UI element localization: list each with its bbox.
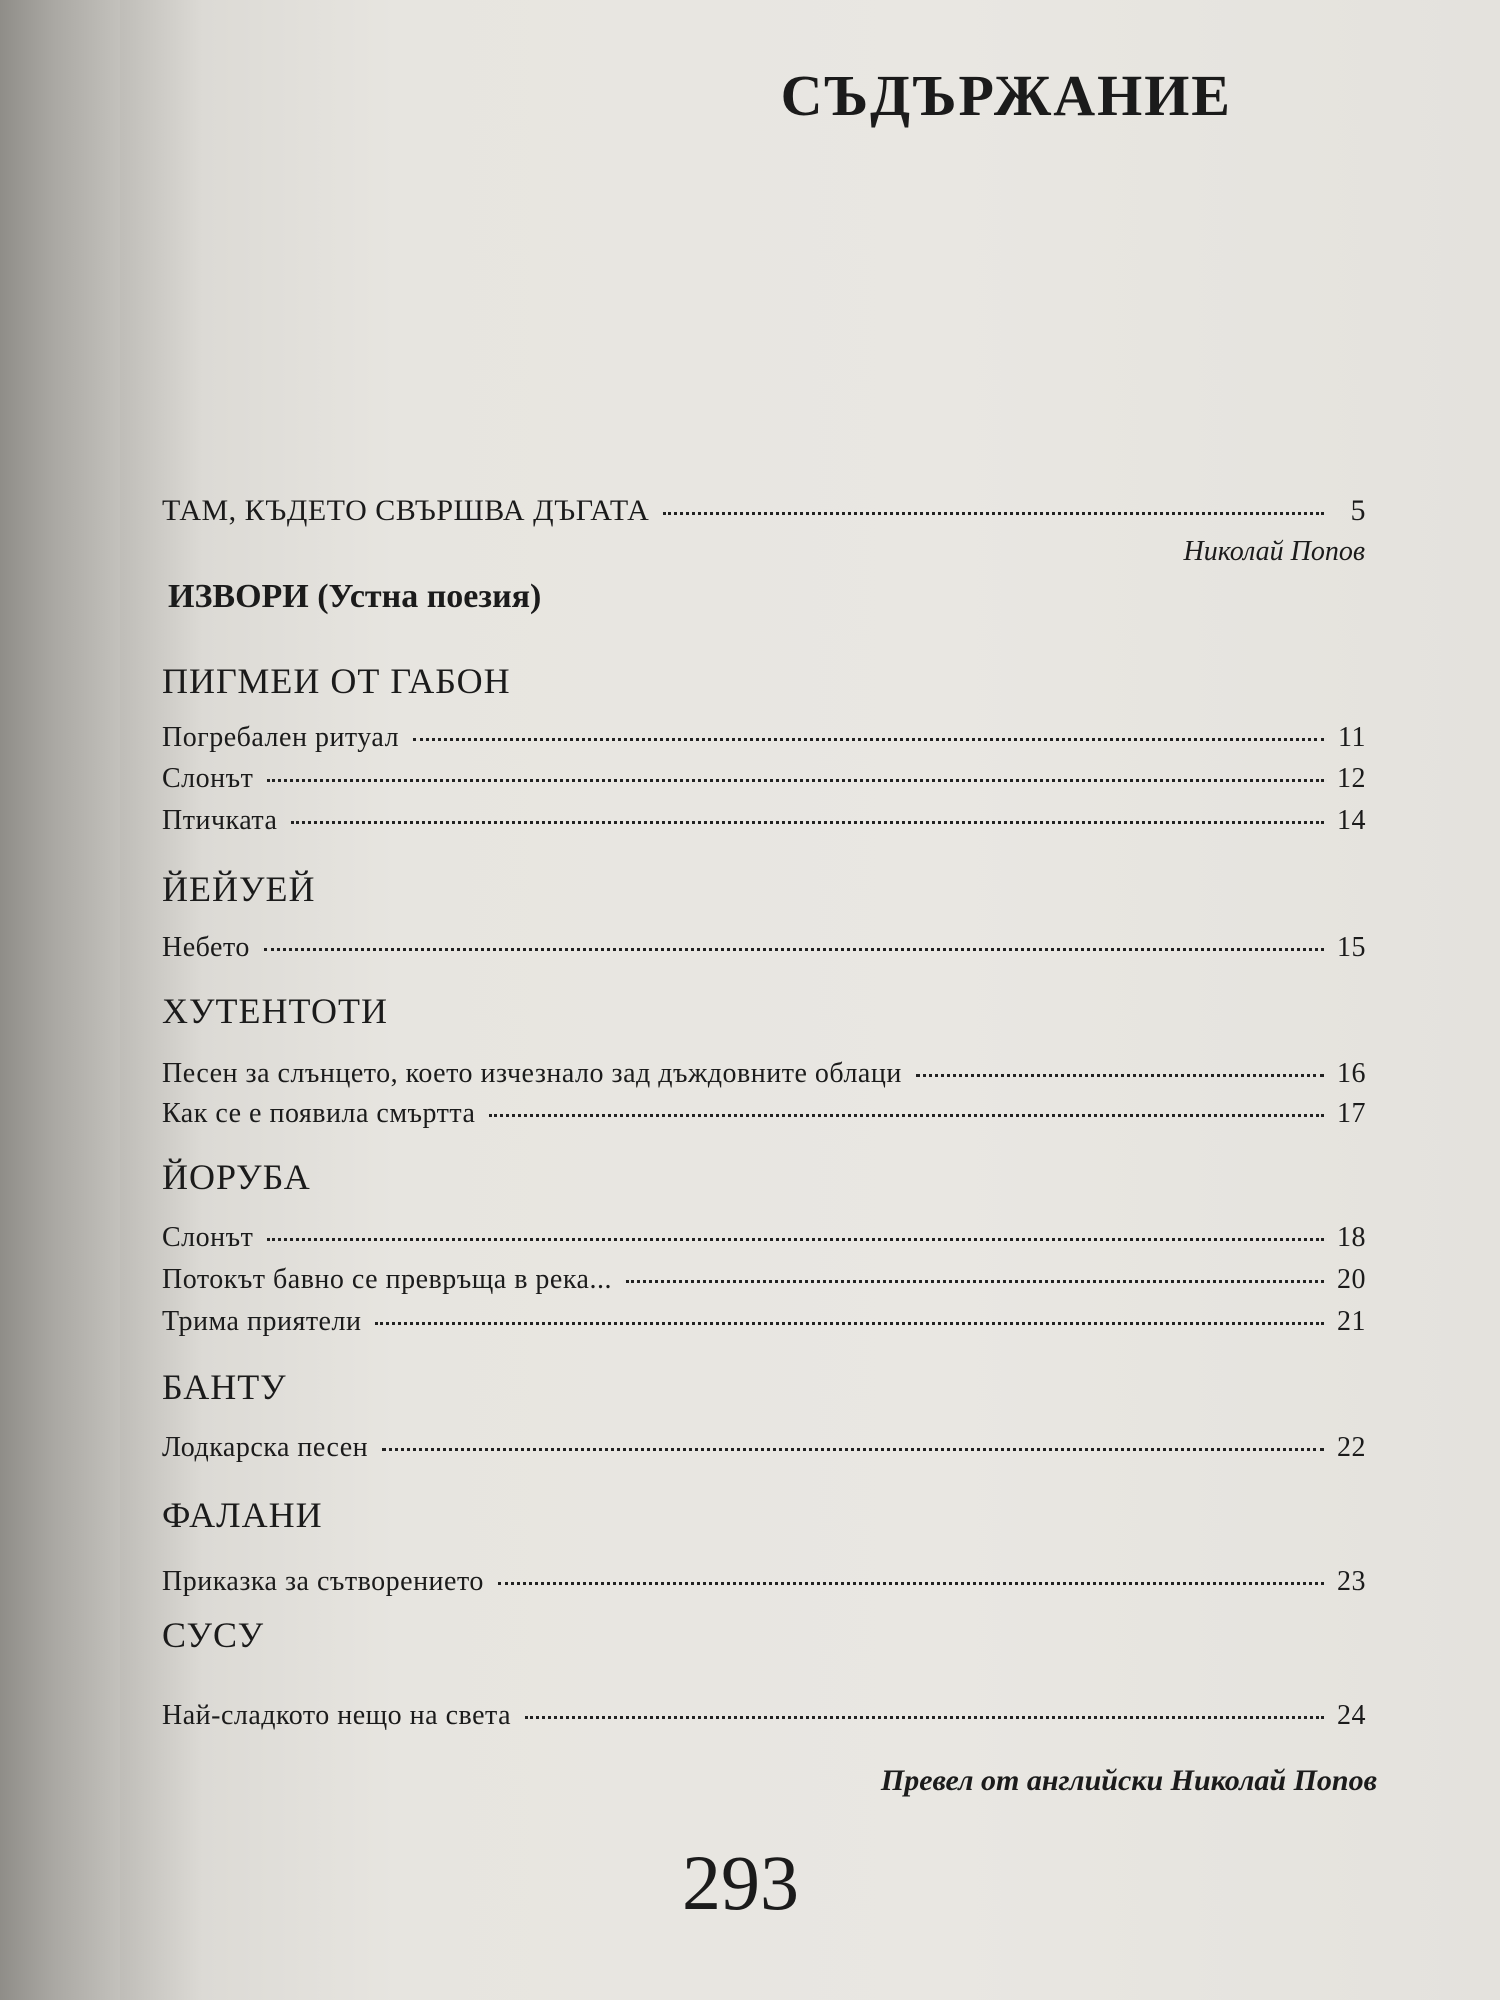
page-number: 293	[682, 1839, 799, 1926]
toc-entry-page: 23	[1337, 1566, 1366, 1597]
dot-leader	[267, 779, 1324, 782]
toc-entry-page: 11	[1338, 722, 1366, 753]
toc-entry	[162, 932, 1366, 964]
intro-author: Николай Попов	[1183, 536, 1365, 567]
toc-entry-page: 16	[1337, 1058, 1366, 1089]
toc-entry-page: 5	[1350, 494, 1366, 527]
toc-entry	[162, 1432, 1366, 1464]
toc-entry	[162, 1222, 1366, 1254]
toc-entry-page: 14	[1337, 805, 1366, 836]
dot-leader	[382, 1448, 1324, 1451]
dot-leader	[264, 948, 1324, 951]
toc-entry-title: Трима приятели	[162, 1306, 362, 1337]
toc-entry-title: Погребален ритуал	[162, 722, 400, 753]
page-title: СЪДЪРЖАНИЕ	[780, 63, 1232, 128]
toc-entry-page: 21	[1337, 1306, 1366, 1337]
toc-entry-page: 24	[1337, 1700, 1366, 1731]
subheading: ИЗВОРИ (Устна поезия)	[168, 578, 542, 615]
toc-entry-title: Слонът	[162, 1222, 254, 1253]
section-heading: СУСУ	[162, 1615, 265, 1655]
toc-entry-page: 12	[1337, 763, 1366, 794]
dot-leader	[291, 821, 1324, 824]
toc-entry-title: Потокът бавно се превръща в река...	[162, 1264, 612, 1295]
toc-entry	[162, 1058, 1366, 1090]
dot-leader	[626, 1280, 1324, 1283]
toc-entry	[162, 722, 1366, 754]
dot-leader	[267, 1238, 1324, 1241]
section-heading: ЙЕЙУЕЙ	[162, 869, 316, 909]
dot-leader	[413, 738, 1324, 741]
toc-entry-page: 20	[1337, 1264, 1366, 1295]
dot-leader	[375, 1322, 1324, 1325]
toc-entry-page: 15	[1337, 932, 1366, 963]
toc-entry-title: Песен за слънцето, което изчезнало зад дъждовните облаци	[162, 1058, 902, 1089]
translator-credit: Превел от английски Николай Попов	[880, 1764, 1377, 1797]
toc-entry-title: Птичката	[162, 805, 278, 836]
toc-entry-page: 17	[1337, 1098, 1366, 1129]
table-of-contents	[162, 0, 1377, 2000]
toc-entry	[162, 763, 1366, 795]
toc-entry	[162, 1566, 1366, 1598]
toc-entry-page: 22	[1337, 1432, 1366, 1463]
section-heading: ХУТЕНТОТИ	[162, 991, 388, 1031]
section-heading: ПИГМЕИ ОТ ГАБОН	[162, 661, 511, 701]
dot-leader	[916, 1074, 1324, 1077]
section-heading: БАНТУ	[162, 1367, 287, 1407]
toc-entry	[162, 1700, 1366, 1732]
toc-entry-title: ТАМ, КЪДЕТО СВЪРШВА ДЪГАТА	[162, 494, 650, 527]
toc-entry	[162, 1306, 1366, 1338]
dot-leader	[525, 1716, 1324, 1719]
toc-entry-title: Най-сладкото нещо на света	[162, 1700, 512, 1731]
toc-entry-title: Как се е появила смъртта	[162, 1098, 476, 1129]
toc-entry	[162, 805, 1366, 837]
toc-entry-title: Небето	[162, 932, 250, 963]
toc-entry-title: Слонът	[162, 763, 254, 794]
dot-leader	[489, 1114, 1324, 1117]
toc-entry	[162, 1264, 1366, 1296]
dot-leader	[498, 1582, 1324, 1585]
dot-leader	[663, 512, 1324, 515]
section-heading: ЙОРУБА	[162, 1157, 311, 1197]
toc-entry-title: Приказка за сътворението	[162, 1566, 484, 1597]
toc-entry-page: 18	[1337, 1222, 1366, 1253]
section-heading: ФАЛАНИ	[162, 1495, 323, 1535]
toc-entry	[162, 1098, 1366, 1130]
toc-entry-intro	[162, 494, 1366, 528]
book-gutter	[0, 0, 135, 2000]
toc-entry-title: Лодкарска песен	[162, 1432, 369, 1463]
